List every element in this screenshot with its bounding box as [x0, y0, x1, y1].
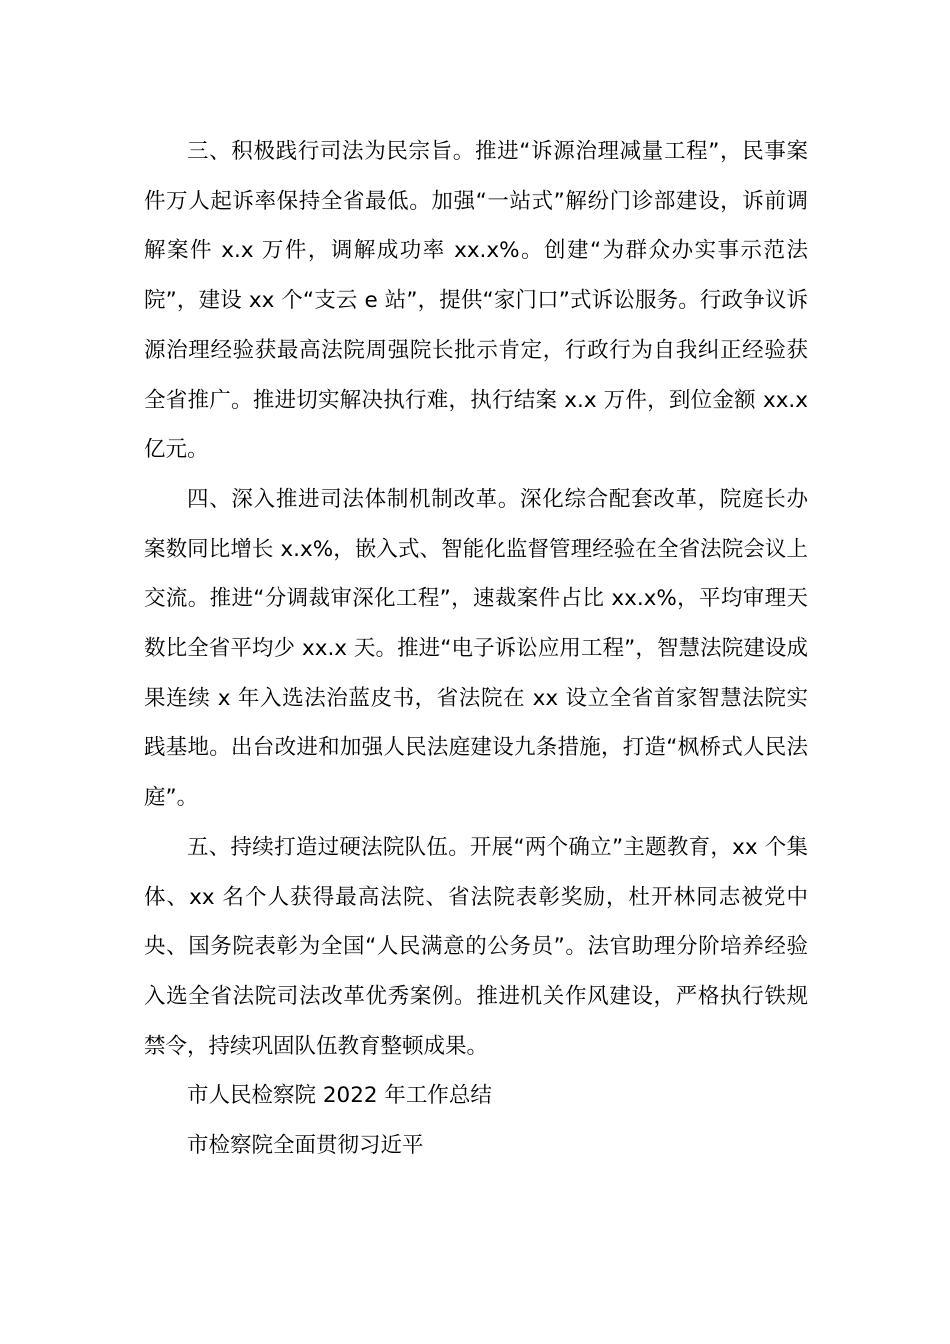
section-heading: 市人民检察院 2022 年工作总结 — [187, 1083, 492, 1109]
paragraph-three: 三、积极践行司法为民宗旨。推进“诉源治理减量工程”，民事案件万人起诉率保持全省最低。加强“一站式”解纷门诊部建设，诉前调解案件 x.x 万件，调解成功率 xx.x%。创建“为群众办实事示范法院”，建设 xx 个“支云 e 站”，提供“家门口”式诉讼服务。行政争议诉源治理经验获最高法院周强院长批示肯定，行政行为自我纠正经验获全省推广。推进切实解决执行难，执行结案 x.x 万件，到位金额 xx.x 亿元。 — [144, 139, 808, 463]
paragraph-four: 四、深入推进司法体制机制改革。深化综合配套改革，院庭长办案数同比增长 x.x%，嵌入式、智能化监督管理经验在全省法院会议上交流。推进“分调裁审深化工程”，速裁案件占比 xx.x%，平均审理天数比全省平均少 xx.x 天。推进“电子诉讼应用工程”，智慧法院建设成果连续 x 年入选法治蓝皮书，省法院在 xx 设立全省首家智慧法院实践基地。出台改进和加强人民法庭建设九条措施，打造“枫桥式人民法庭”。 — [144, 486, 808, 811]
document-body — [144, 127, 808, 1171]
section-intro: 市检察院全面贯彻习近平 — [187, 1133, 424, 1159]
paragraph-five: 五、持续打造过硬法院队伍。开展“两个确立”主题教育，xx 个集体、xx 名个人获得最高法院、省法院表彰奖励，杜开林同志被党中央、国务院表彰为全国“人民满意的公务员”。法官助理分阶培养经验入选全省法院司法改革优秀案例。推进机关作风建设，严格执行铁规禁令，持续巩固队伍教育整顿成果。 — [144, 834, 808, 1059]
